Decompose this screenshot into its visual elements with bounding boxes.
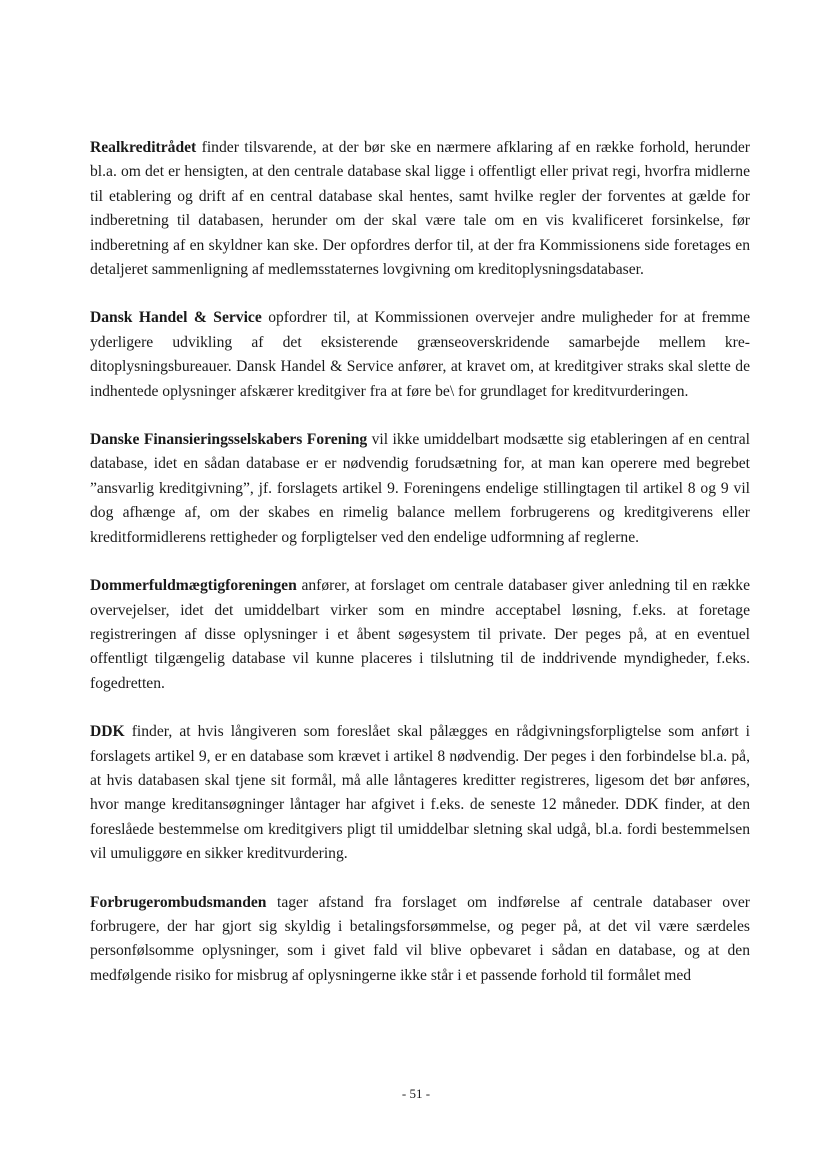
organization-name: DDK (90, 723, 125, 741)
paragraph-danske-finansieringsselskabers-forening (90, 428, 750, 550)
organization-name: Dommerfuldmægtigforeningen (90, 577, 297, 595)
organization-name: Forbrugerombudsmanden (90, 893, 267, 911)
paragraph-text: vil ikke umiddelbart modsætte sig etableringen af en central database, idet en sådan database er er nødvendig forudsætning for, at man kan operere med begrebet ”ansvarlig kreditgivning”, jf. forslagets artikel 9. Foreningens endelige stillingtagen til artikel 8 og 9 vil dog afhænge af, om der skabes en rimelig balance mellem forbrugerens og kreditgiverens eller kreditformidlerens rettigheder og forpligtelser ved den endelige udformning af reglerne. (90, 431, 750, 546)
paragraph-ddk (90, 720, 750, 866)
organization-name: Danske Finansieringsselskabers Forening (90, 431, 368, 449)
paragraph-text: finder, at hvis långiveren som foreslået skal pålægges en rådgivningsforpligtelse som anført i forslagets artikel 9, er en database som krævet i artikel 8 nødvendig. Der peges i den forbindelse bl.a. på, at hvis databasen skal tjene sit formål, må alle låntageres kreditter registreres, ligesom det bør anføres, hvor mange kreditansøgninger låntager har afgivet i f.eks. de seneste 12 måneder. DDK finder, at den foreslåede bestemmelse om kreditgivers pligt til umiddelbar sletning skal udgå, bl.a. fordi bestemmelsen vil umuliggøre en sikker kreditvurdering. (90, 723, 750, 863)
paragraph-text: opfordrer til, at Kommissionen overvejer andre muligheder for at fremme yderligere udvikling af det eksisterende grænseoverskridende samarbejde mellem kreditoplysningsbureauer. Dansk Handel & Service anfører, at kravet om, at kreditgiver straks skal slette de indhentede oplysninger afskærer kreditgiver fra at føre be\ for grundlaget for kreditvurderingen. (90, 309, 751, 400)
paragraph-text: tager afstand fra forslaget om indførelse af centrale databaser over forbrugere, der har gjort sig skyldig i betalingsforsømmelse, og peger på, at det vil være særdeles personfølsomme oplysninger, som i givet fald vil blive opbevaret i sådan en database, og at den medfølgende risiko for misbrug af oplysningerne ikke står i et passende forhold til formålet med (90, 893, 750, 984)
paragraph-dansk-handel-service (90, 306, 750, 404)
paragraph-text: finder tilsvarende, at der bør ske en nærmere afklaring af en række forhold, herunder bl.a. om det er hensigten, at den centrale database skal ligge i offentligt eller privat regi, hvorfra midlerne til etablering og drift af en central database skal hentes, samt hvilke regler der forventes at gælde for indberetning til databasen, herunder om der skal være tale om en vis kvalificeret forsinkelse, før indberetning af en skyldner kan ske. Der opfordres derfor til, at der fra Kommissionens side foretages en detaljeret sammenligning af medlemsstaternes lovgivning om kreditoplysningsdatabaser. (90, 139, 750, 279)
organization-name: Realkreditrådet (90, 139, 197, 156)
paragraph-text: anfører, at forslaget om centrale databaser giver anledning til en række overvejelser, idet det umiddelbart virker som en mindre acceptabel løsning, f.eks. at foretage registreringen af disse oplysninger i et åbent søgesystem til private. Der peges på, at en eventuel offentligt tilgængelig database vil kunne placeres i tilslutning til de inddrivende myndigheder, f.eks. fogedretten. (90, 577, 750, 692)
paragraph-forbrugerombudsmanden (90, 891, 750, 989)
paragraph-dommerfuldmaegtigforeningen (90, 574, 750, 696)
organization-name: Dansk Handel & Service (90, 309, 262, 327)
page-number: - 51 - (401, 1086, 431, 1101)
paragraph-realkreditraadet (90, 136, 750, 282)
